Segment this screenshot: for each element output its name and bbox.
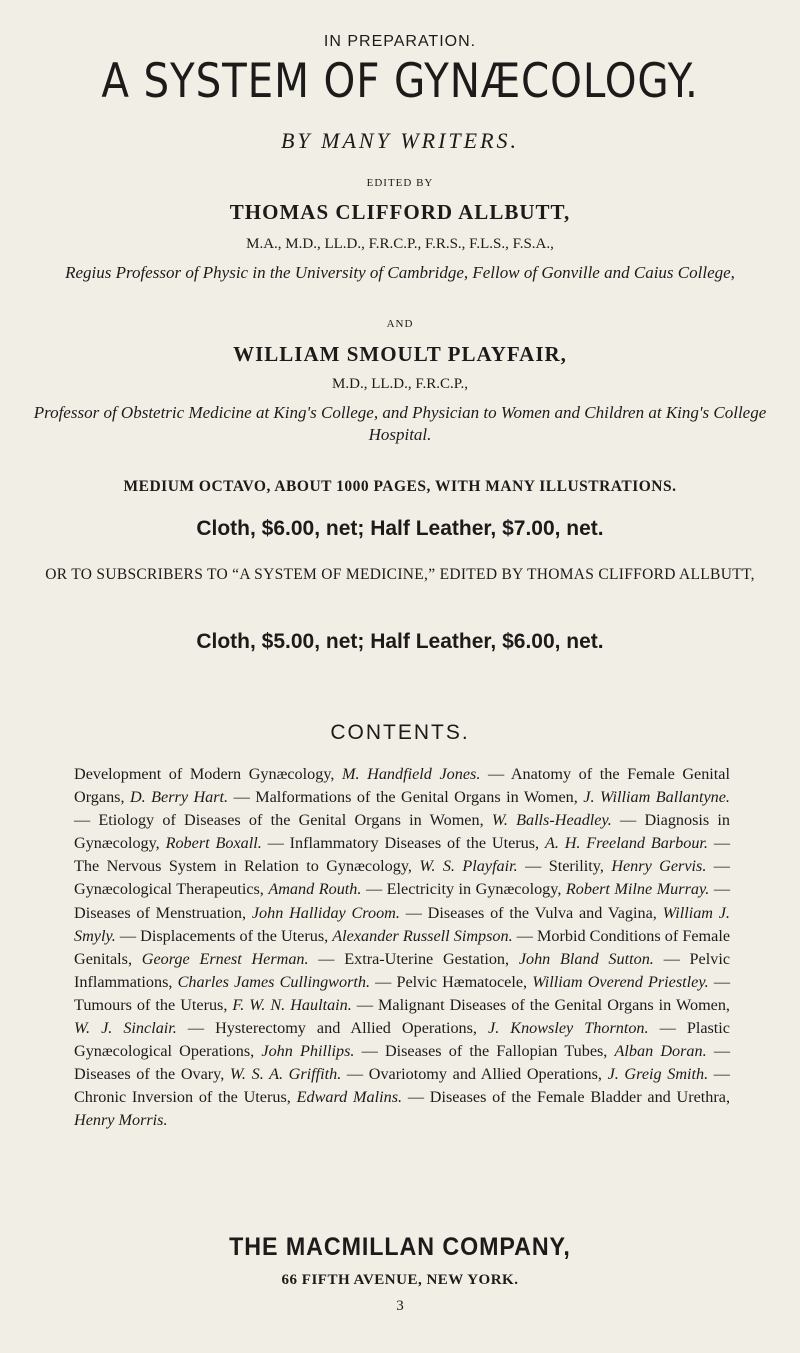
contents-author: John Halliday Croom. [251, 903, 400, 922]
contents-topic: Development of Modern Gynæcology, [74, 765, 343, 783]
editor-playfair-name: WILLIAM SMOULT PLAYFAIR, [233, 342, 567, 366]
contents-author: F. W. N. Haultain. [232, 995, 352, 1014]
contents-author: M. Handfield Jones. [342, 765, 481, 783]
editor-allbutt-degrees: M.A., M.D., LL.D., F.R.C.P., F.R.S., F.L.S., F.S.A., [246, 236, 554, 252]
contents-author: Henry Morris. [74, 1111, 168, 1130]
edited-by-label: EDITED BY [366, 177, 434, 189]
contents-topic: — Tumours of the Uterus, [74, 972, 731, 1014]
contents-topic: — Etiology of Diseases of the Genital Organs in Women, [74, 811, 492, 830]
contents-author: W. Balls-Headley. [491, 811, 612, 830]
contents-author: D. Berry Hart. [129, 788, 229, 807]
contents-author: J. Knowsley Thornton. [488, 1019, 649, 1038]
contents-author: John Bland Sutton. [518, 949, 654, 968]
contents-author: Alexander Russell Simpson. [332, 926, 513, 945]
contents-author: J. William Ballantyne. [583, 788, 730, 807]
contents-topic: — Diseases of the Vulva and Vagina, [399, 903, 663, 922]
contents-author: George Ernest Herman. [141, 949, 309, 968]
editor-playfair-degrees: M.D., LL.D., F.R.C.P., [332, 376, 468, 392]
contents-topic: — Diseases of the Female Bladder and Urethra, [402, 1088, 730, 1107]
contents-author: W. J. Sinclair. [74, 1019, 177, 1038]
in-preparation-label: IN PREPARATION. [323, 33, 477, 50]
regular-price: Cloth, $6.00, net; Half Leather, $7.00, net. [196, 517, 604, 540]
contents-topic: — Electricity in Gynæcology, [361, 880, 566, 899]
subscribers-note: OR TO SUBSCRIBERS TO “A SYSTEM OF MEDICINE,” EDITED BY THOMAS CLIFFORD ALLBUTT, [45, 566, 755, 583]
contents-topic: — Sterility, [517, 857, 612, 876]
contents-topic: — Plastic Gynæcological Operations, [74, 1019, 730, 1061]
contents-topic: — Gynæcological Therapeutics, [74, 857, 730, 899]
contents-topic: — Diagnosis in Gynæcology, [74, 811, 731, 853]
contents-author: John Phillips. [261, 1042, 355, 1061]
contents-topic: — Diseases of Menstruation, [74, 880, 731, 922]
contents-topic: — The Nervous System in Relation to Gynæcology, [74, 834, 731, 876]
contents-author: William J. Smyly. [74, 903, 730, 945]
contents-author: Robert Boxall. [165, 834, 262, 853]
and-separator: AND [386, 318, 414, 330]
editor-playfair-title: Professor of Obstetric Medicine at King's College, and Physician to Women and Children at King's College Hospital. [33, 403, 767, 444]
contents-topic: — Pelvic Inflammations, [74, 949, 730, 991]
contents-author: W. S. Playfair. [419, 857, 518, 876]
editor-allbutt-name: THOMAS CLIFFORD ALLBUTT, [229, 200, 571, 224]
contents-author: Charles James Cullingworth. [177, 972, 371, 991]
by-many-writers: BY MANY WRITERS. [280, 128, 520, 153]
page-number: 3 [396, 1298, 404, 1314]
contents-author: William Overend Priestley. [532, 972, 709, 991]
publisher-address: 66 FIFTH AVENUE, NEW YORK. [281, 1272, 519, 1288]
contents-author: Robert Milne Murray. [565, 880, 710, 899]
contents-topic: — Extra-Uterine Gestation, [308, 949, 519, 968]
contents-author: W. S. A. Griffith. [229, 1065, 342, 1084]
contents-author: A. H. Freeland Barbour. [544, 834, 708, 853]
contents-author: J. Greig Smith. [607, 1065, 709, 1084]
contents-topic: — Pelvic Hæmatocele, [370, 972, 533, 991]
editor-allbutt-title: Regius Professor of Physic in the University of Cambridge, Fellow of Gonville and Caius College, [65, 263, 735, 282]
book-title: A SYSTEM OF GYNÆCOLOGY. [101, 54, 699, 109]
contents-author: Henry Gervis. [611, 857, 707, 876]
contents-author: Amand Routh. [268, 880, 362, 899]
contents-topic: — Hysterectomy and Allied Operations, [176, 1019, 489, 1038]
contents-topic: — Morbid Conditions of Female Genitals, [74, 926, 730, 968]
contents-topic: — Diseases of the Ovary, [74, 1042, 730, 1084]
contents-topic: — Malformations of the Genital Organs in Women, [228, 788, 584, 807]
contents-topic: — Diseases of the Fallopian Tubes, [354, 1042, 615, 1061]
publisher-name: THE MACMILLAN COMPANY, [229, 1233, 571, 1261]
subscriber-price: Cloth, $5.00, net; Half Leather, $6.00, net. [196, 630, 604, 653]
contents-topic: — Anatomy of the Female Genital Organs, [74, 765, 730, 807]
contents-heading: CONTENTS. [330, 721, 470, 744]
format-line: MEDIUM OCTAVO, ABOUT 1000 PAGES, WITH MANY ILLUSTRATIONS. [123, 478, 677, 495]
contents-author: Edward Malins. [296, 1088, 403, 1107]
contents-topic: — Displacements of the Uterus, [115, 926, 333, 945]
contents-list [74, 763, 730, 1133]
contents-topic: — Chronic Inversion of the Uterus, [74, 1065, 730, 1107]
contents-topic: — Ovariotomy and Allied Operations, [341, 1065, 608, 1084]
contents-author: Alban Doran. [614, 1042, 707, 1061]
contents-topic: — Malignant Diseases of the Genital Organs in Women, [351, 995, 730, 1014]
contents-topic: — Inflammatory Diseases of the Uterus, [261, 834, 545, 853]
